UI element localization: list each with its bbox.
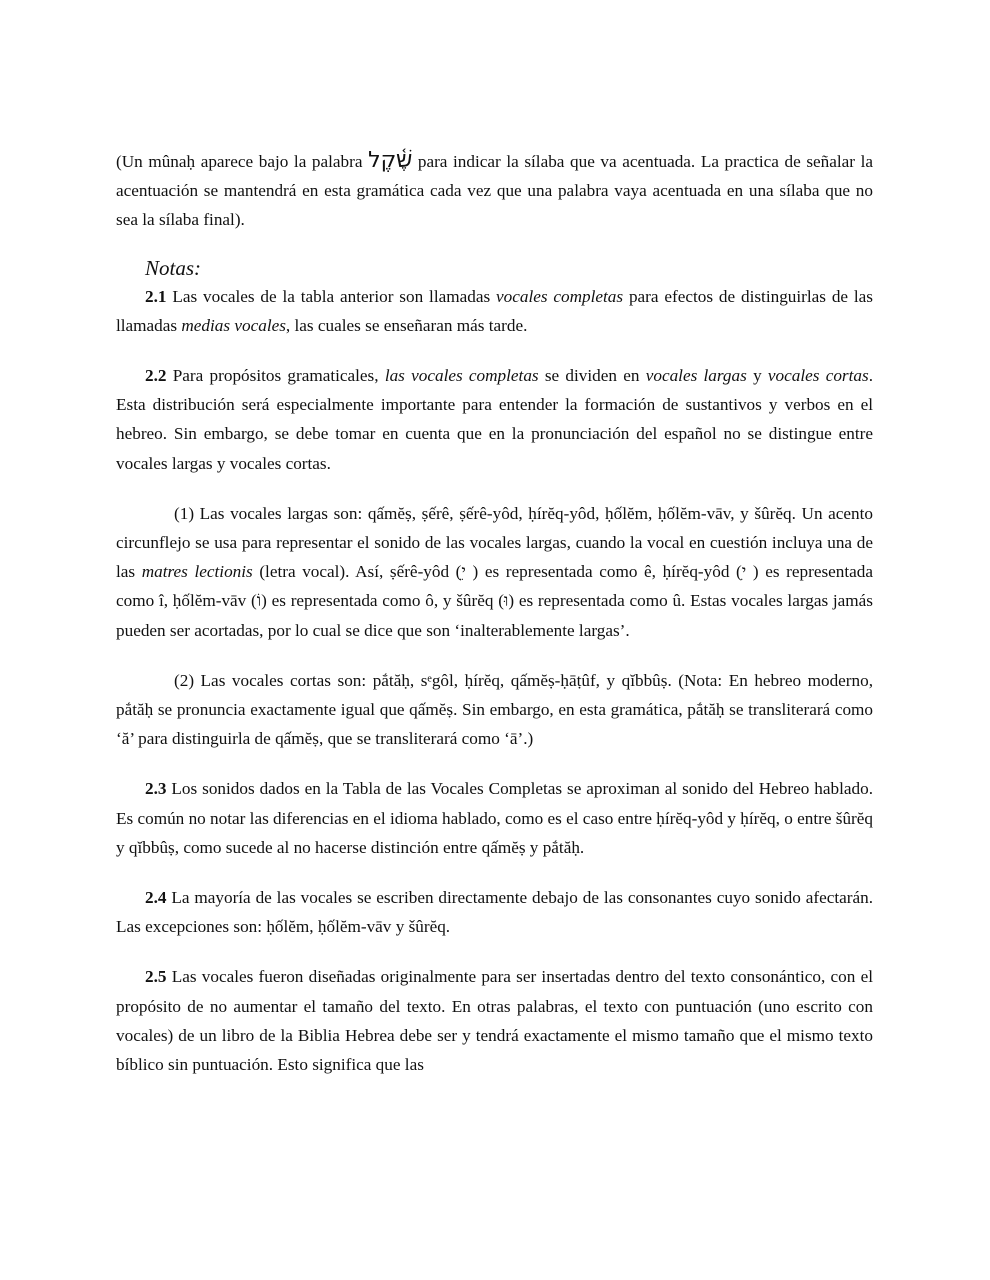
note-2-1: 2.1 Las vocales de la tabla anterior son llamadas vocales completas para efectos de distinguirlas de las llamadas medias vocales, las cuales se enseñaran más tarde. [116, 286, 873, 335]
note-2-2-long-vowels: (1) Las vocales largas son: qấmĕṣ, ṣếrê, ṣếrê-yôd, ḥírĕq-yôd, ḥốlĕm, ḥốlĕm-vāv, y šûrĕq. Un acento circunflejo se usa para representar el sonido de las vocales largas, cuando la vocal en cuestión incluya una de las matres lectionis (letra vocal). Así, ṣếrê-yôd (ֵי ) es representada como ê, ḥírĕq-yôd (ִי ) es representada como î, ḥốlĕm-vāv (וֹ) es representada como ô, y šûrĕq (וּ) es representada como û. Estas vocales largas jamás pueden ser acortadas, por lo cual se dice que son ‘inalterablemente largas’. [116, 503, 873, 640]
note-number: 2.1 [145, 286, 167, 306]
note-number: 2.4 [145, 888, 167, 908]
note-2-4: 2.4 La mayoría de las vocales se escriben directamente debajo de las consonantes cuyo sonido afectarán. Las excepciones son: ḥốlĕm, ḥốlĕm-vāv y šûrĕq. [116, 888, 873, 937]
document-page [116, 147, 873, 1079]
hebrew-word-sheqel: שֶׁ֫קֶל [368, 148, 413, 173]
notes-heading: Notas: [145, 255, 202, 280]
note-number: 2.5 [145, 967, 167, 987]
note-number: 2.3 [145, 779, 167, 799]
note-2-3: 2.3 Los sonidos dados en la Tabla de las Vocales Completas se aproximan al sonido del Hebreo hablado. Es común no notar las diferencias en el idioma hablado, como es el caso entre ḥírĕq-yôd y ḥírĕq, o entre šûrĕq y qĭbbûṣ, como sucede al no hacerse distinción entre qấmĕṣ y pắtăḥ. [116, 779, 873, 857]
note-number: 2.2 [145, 366, 167, 386]
note-2-5: 2.5 Las vocales fueron diseñadas originalmente para ser insertadas dentro del texto consonántico, con el propósito de no aumentar el tamaño del texto. En otras palabras, el texto con puntuación (uno escrito con vocales) de un libro de la Biblia Hebrea debe ser y tendrá exactamente el mismo tamaño que el mismo texto bíblico sin puntuación. Esto significa que las [116, 967, 873, 1075]
note-2-2: 2.2 Para propósitos gramaticales, las vocales completas se dividen en vocales largas y vocales cortas. Esta distribución será especialmente importante para entender la formación de sustantivos y verbos en el hebreo. Sin embargo, se debe tomar en cuenta que en la pronunciación del español no se distingue entre vocales largas y vocales cortas. [116, 366, 873, 473]
note-2-2-short-vowels: (2) Las vocales cortas son: pắtăḥ, sᵉgôl, ḥírĕq, qấmĕṣ-ḥāṭûf, y qĭbbûṣ. (Nota: En hebreo moderno, pắtăḥ se pronuncia exactamente igual que qấmĕṣ. Sin embargo, en esta gramática, pắtăḥ se transliterará como ‘ă’ para distinguirla de qấmĕṣ, que se transliterará como ‘ā’.) [116, 670, 873, 749]
intro-paragraph: (Un mûnaḥ aparece bajo la palabra שֶׁ֫קֶל para indicar la sílaba que va acentuada. La practica de señalar la acentuación se mantendrá en esta gramática cada vez que una palabra vaya acentuada en una sílaba que no sea la sílaba final). [116, 148, 873, 230]
